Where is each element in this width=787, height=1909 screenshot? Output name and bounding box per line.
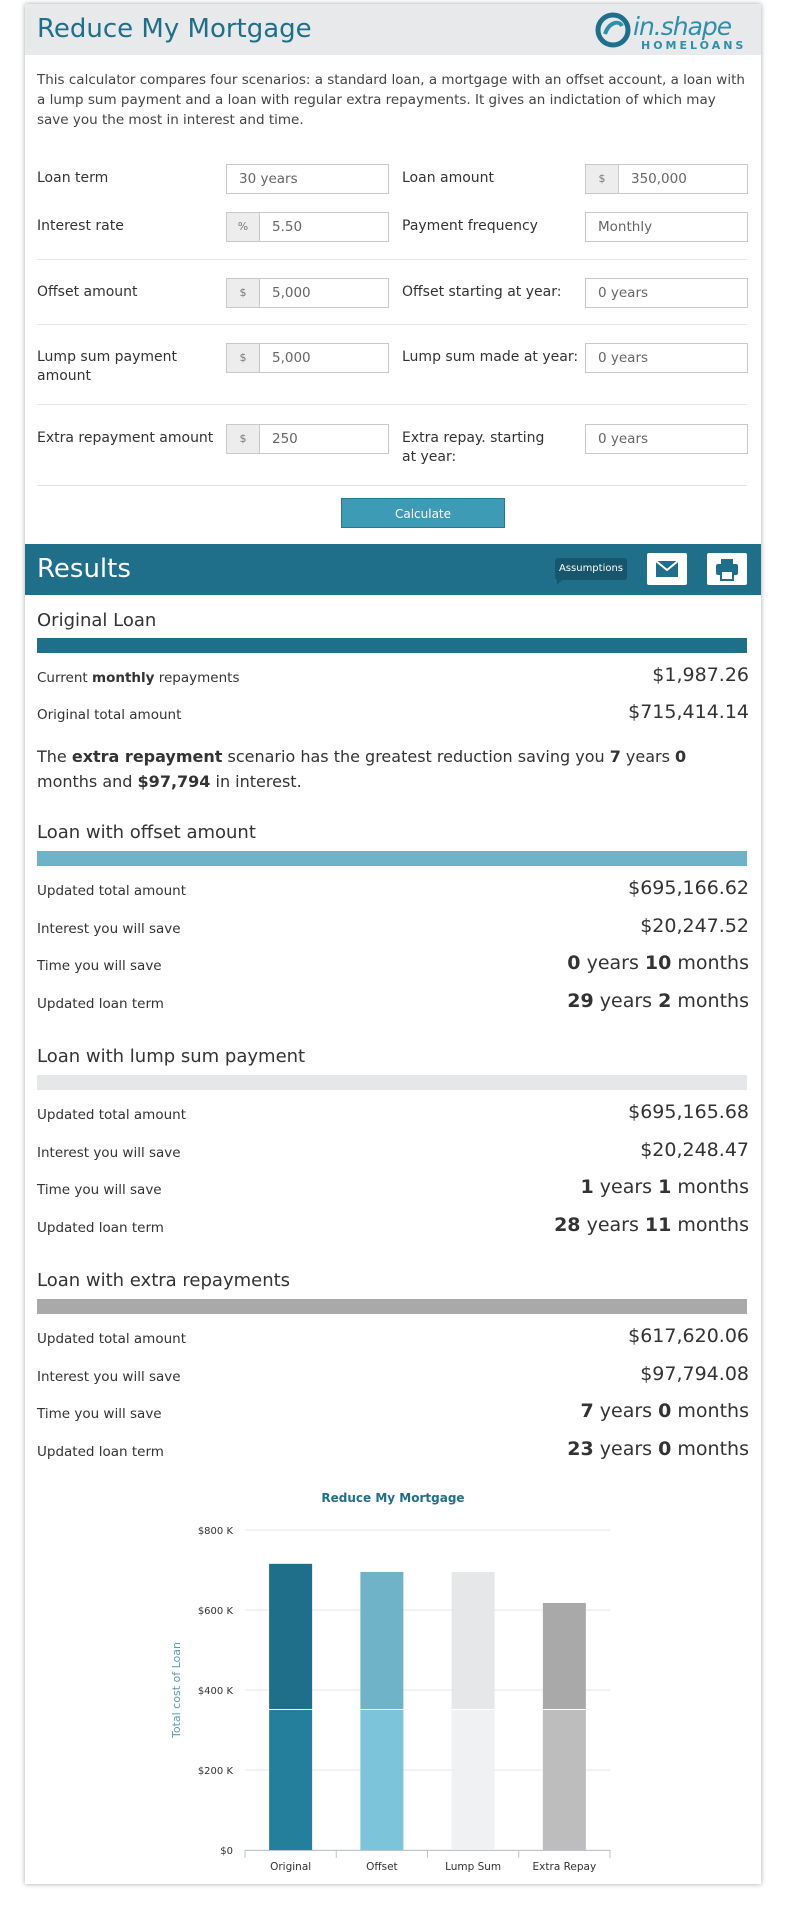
lump-time-value: 1 years 1 months — [580, 1176, 749, 1198]
loan-term-field[interactable]: 30 years — [226, 164, 389, 194]
bar-extra-repay-segment-2 — [543, 1603, 586, 1709]
lump-term-value: 28 years 11 months — [554, 1214, 749, 1236]
y-tick-label: $200 K — [197, 1766, 233, 1777]
header-bar — [25, 4, 761, 55]
calculate-button[interactable]: Calculate — [341, 498, 505, 528]
original-total-label: Original total amount — [37, 707, 182, 723]
divider — [37, 485, 747, 486]
printer-icon — [707, 553, 747, 585]
lump-loan-title: Loan with lump sum payment — [37, 1046, 306, 1067]
lump-term-label: Updated loan term — [37, 1220, 164, 1236]
y-tick-label: $800 K — [197, 1526, 233, 1537]
bar-offset-segment-2 — [360, 1572, 403, 1709]
bar-extra-repay-segment-1 — [543, 1710, 586, 1850]
x-tick-label: Original — [270, 1861, 312, 1873]
extra-term-label: Updated loan term — [37, 1444, 164, 1460]
offset-start-field[interactable]: 0 years — [585, 278, 748, 308]
intro-text: This calculator compares four scenarios: a standard loan, a mortgage with an offset account, a loan with a lump sum payment and a loan with regular extra repayments. It gives an indictation of which may save you the most in interest and time. — [37, 72, 745, 128]
cost-chart-svg — [25, 1474, 761, 1884]
lump-total-value: $695,165.68 — [628, 1101, 749, 1123]
y-axis-label: Total cost of Loan — [170, 1642, 183, 1738]
y-tick-label: $400 K — [197, 1686, 233, 1697]
divider — [37, 404, 747, 405]
results-header — [25, 544, 761, 595]
divider — [37, 259, 747, 260]
envelope-icon — [647, 553, 687, 585]
offset-amount-label: Offset amount — [37, 284, 138, 300]
lump-interest-value: $20,248.47 — [640, 1139, 749, 1161]
offset-term-label: Updated loan term — [37, 996, 164, 1012]
extra-loan-title: Loan with extra repayments — [37, 1270, 291, 1291]
offset-start-label: Offset starting at year: — [402, 284, 562, 300]
loan-term-label: Loan term — [37, 170, 109, 186]
loan-amount-label: Loan amount — [402, 170, 495, 186]
lump-time-label: Time you will save — [37, 1182, 162, 1198]
bar-lump-sum-segment-2 — [452, 1572, 495, 1709]
lump-interest-label: Interest you will save — [37, 1145, 181, 1161]
offset-amount-field[interactable] — [226, 278, 389, 308]
extra-repay-label: Extra repayment amount — [37, 430, 214, 446]
chart-title: Reduce My Mortgage — [321, 1491, 465, 1505]
results-title: Results — [37, 554, 131, 584]
calculator-card — [25, 4, 761, 1884]
offset-amount-value: 5,000 — [272, 285, 311, 301]
extra-time-label: Time you will save — [37, 1406, 162, 1422]
dollar-prefix: $ — [227, 344, 260, 372]
bar-offset-segment-1 — [360, 1710, 403, 1850]
original-total-value: $715,414.14 — [628, 701, 749, 723]
app-title: Reduce My Mortgage — [37, 14, 312, 44]
divider — [37, 324, 747, 325]
y-tick-label: $0 — [220, 1846, 233, 1857]
lump-sum-value: 5,000 — [272, 350, 311, 366]
offset-total-label: Updated total amount — [37, 883, 187, 899]
bar-original-segment-2 — [269, 1564, 312, 1709]
x-tick-label: Lump Sum — [445, 1861, 502, 1873]
lump-sum-field[interactable] — [226, 343, 389, 373]
print-button[interactable] — [707, 553, 747, 585]
original-loan-bar — [37, 638, 747, 653]
dollar-prefix: $ — [227, 279, 260, 307]
percent-prefix: % — [227, 213, 260, 241]
lump-loan-bar — [37, 1075, 747, 1090]
extra-time-value: 7 years 0 months — [580, 1400, 749, 1422]
logo-subtitle: HOMELOANS — [641, 39, 747, 52]
current-repayments-label: Current monthly repayments — [37, 670, 240, 686]
lump-sum-year-field[interactable]: 0 years — [585, 343, 748, 373]
offset-loan-bar — [37, 851, 747, 866]
cost-chart — [25, 1474, 761, 1884]
extra-repay-start-field[interactable]: 0 years — [585, 424, 748, 454]
x-tick-label: Offset — [366, 1861, 398, 1873]
dollar-prefix: $ — [227, 425, 260, 453]
logo-wordmark: in.shape — [633, 12, 732, 41]
bar-lump-sum-segment-1 — [452, 1710, 495, 1850]
offset-interest-value: $20,247.52 — [640, 915, 749, 937]
original-loan-title: Original Loan — [37, 610, 157, 631]
email-button[interactable] — [647, 553, 687, 585]
extra-repay-field[interactable] — [226, 424, 389, 454]
interest-rate-value: 5.50 — [272, 219, 303, 235]
inshape-logo — [595, 12, 755, 52]
offset-time-value: 0 years 10 months — [567, 952, 749, 974]
offset-total-value: $695,166.62 — [628, 877, 749, 899]
savings-summary: The extra repayment scenario has the greatest reduction saving you 7 years 0 months and $97,794 in interest. — [37, 747, 687, 791]
x-tick-label: Extra Repay — [532, 1861, 597, 1873]
swirl-logo-icon — [595, 12, 631, 48]
interest-rate-label: Interest rate — [37, 218, 124, 234]
loan-amount-value: 350,000 — [631, 171, 687, 187]
extra-total-value: $617,620.06 — [628, 1325, 749, 1347]
offset-term-value: 29 years 2 months — [567, 990, 749, 1012]
offset-interest-label: Interest you will save — [37, 921, 181, 937]
bar-original-segment-1 — [269, 1710, 312, 1850]
extra-repay-start-label: Extra repay. starting at year: — [402, 430, 545, 465]
extra-term-value: 23 years 0 months — [567, 1438, 749, 1460]
offset-time-label: Time you will save — [37, 958, 162, 974]
extra-total-label: Updated total amount — [37, 1331, 187, 1347]
dollar-prefix: $ — [586, 165, 619, 193]
extra-repay-value: 250 — [272, 431, 298, 447]
assumptions-button[interactable]: Assumptions — [555, 558, 627, 580]
lump-total-label: Updated total amount — [37, 1107, 187, 1123]
lump-sum-year-label: Lump sum made at year: — [402, 349, 579, 365]
current-repayments-value: $1,987.26 — [652, 664, 749, 686]
payment-frequency-label: Payment frequency — [402, 218, 538, 234]
extra-loan-bar — [37, 1299, 747, 1314]
offset-loan-title: Loan with offset amount — [37, 822, 256, 843]
payment-frequency-select[interactable]: Monthly — [585, 212, 748, 242]
lump-sum-label: Lump sum payment amount — [37, 349, 178, 384]
extra-interest-value: $97,794.08 — [640, 1363, 749, 1385]
extra-interest-label: Interest you will save — [37, 1369, 181, 1385]
loan-amount-field[interactable] — [585, 164, 748, 194]
y-tick-label: $600 K — [197, 1606, 233, 1617]
interest-rate-field[interactable] — [226, 212, 389, 242]
